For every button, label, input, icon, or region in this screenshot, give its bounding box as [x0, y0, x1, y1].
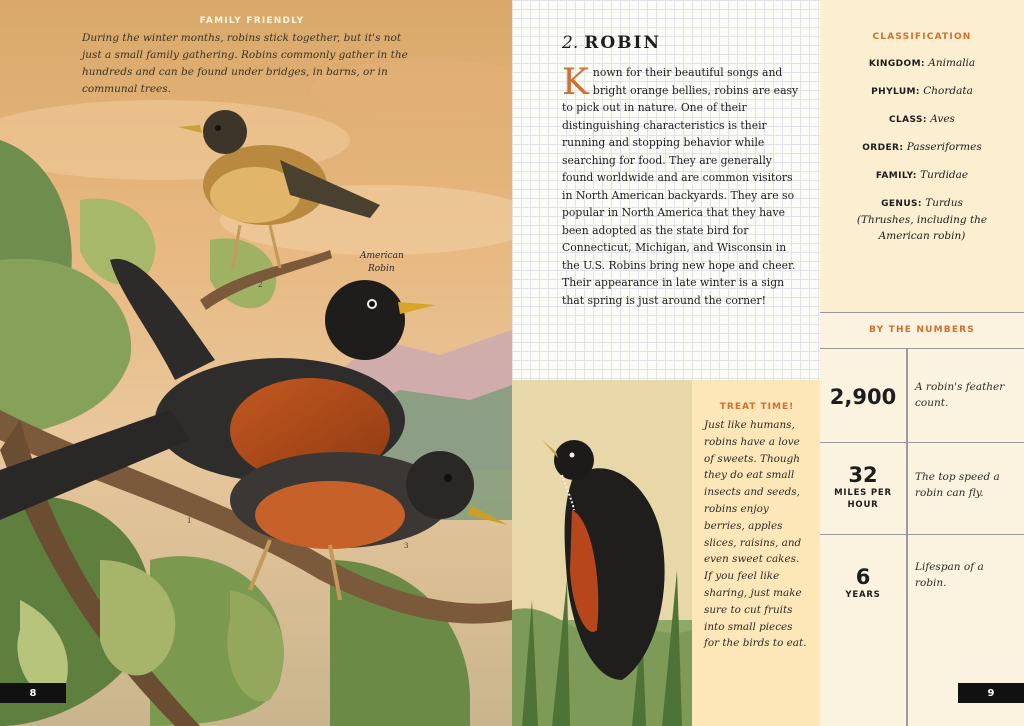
stat-value: 32 [848, 463, 878, 487]
stat-value-block [820, 565, 906, 601]
classification-family [820, 167, 1024, 184]
article-panel [512, 0, 820, 380]
sidebar-title: FAMILY FRIENDLY [199, 16, 305, 26]
by-the-numbers-title: BY THE NUMBERS [869, 325, 975, 335]
page-number-left: 8 [0, 683, 66, 703]
classification-phylum [820, 83, 1024, 100]
article-body-text: nown for their beautiful songs and bright orange bellies, robins are easy to pick out in nature. One of their distinguishing characteristics is their running and stopping behavior while searching for food. They are generally found worldwide and are common visitors in North American backyards. They are so popular in North America that they have been adopted as the state bird for Connecticut, Michigan, and Wisconsin in the U.S. Robins bring new hope and cheer. Their appearance in late winter is a sign that spring is just around the corner! [562, 66, 799, 307]
classification-value: Passeriformes [906, 141, 982, 153]
classification-key: GENUS: [881, 199, 922, 209]
species-name: ROBIN [584, 33, 662, 53]
classification-kingdom [820, 55, 1024, 72]
treat-time-box [692, 380, 820, 726]
illustration-caption-line1: American [360, 251, 404, 261]
stat-row-speed [820, 442, 1024, 534]
classification-value: Animalia [928, 57, 976, 69]
facts-column [820, 0, 1024, 726]
species-number: 2. [562, 33, 579, 53]
classification-value: Turdus [925, 197, 963, 209]
illustration-caption-line2: Robin [368, 264, 395, 274]
plate-mark-3: 3 [404, 542, 409, 550]
classification-key: ORDER: [862, 143, 904, 153]
treat-time-title: TREAT TIME! [719, 402, 795, 412]
species-heading [562, 33, 661, 53]
family-friendly-sidebar [82, 16, 422, 98]
stat-value-block [820, 385, 906, 409]
plate-mark-1: 1 [187, 517, 192, 525]
robin-portrait-image [512, 380, 692, 726]
classification-class [820, 111, 1024, 128]
article-column [512, 0, 820, 726]
classification-title: CLASSIFICATION [872, 32, 972, 42]
stats-divider [906, 348, 908, 726]
classification-key: CLASS: [889, 115, 927, 125]
page-number-right: 9 [958, 683, 1024, 703]
article-body [562, 64, 806, 309]
sidebar-text: During the winter months, robins stick together, but it's not just a small family gathering. Robins commonly gather in the hundreds and can be found under bridges, in barns, or in communal trees. [82, 32, 408, 95]
stat-unit: YEARS [845, 590, 881, 600]
classification-value: Turdidae [920, 169, 969, 181]
classification-genus [820, 195, 1024, 244]
plate-mark-2: 2 [258, 281, 263, 289]
classification-key: KINGDOM: [868, 59, 925, 69]
classification-note: (Thrushes, including the American robin) [856, 214, 988, 242]
classification-value: Chordata [923, 85, 973, 97]
classification-key: PHYLUM: [871, 87, 920, 97]
classification-panel [820, 0, 1024, 312]
stat-description: A robin's feather count. [915, 381, 1005, 409]
classification-order [820, 139, 1024, 156]
robin-portrait-illustration [512, 380, 692, 726]
stat-row-feathers [820, 348, 1024, 442]
classification-value: Aves [930, 113, 955, 125]
stat-description: The top speed a robin can fly. [915, 471, 1000, 499]
stat-value: 2,900 [829, 385, 897, 409]
stat-value-block [820, 463, 906, 511]
stat-value: 6 [855, 565, 871, 589]
classification-key: FAMILY: [875, 171, 917, 181]
drop-cap: K [562, 62, 589, 103]
stat-description: Lifespan of a robin. [915, 561, 984, 589]
stat-unit: MILES PER HOUR [834, 488, 892, 510]
treat-time-text: Just like humans, robins have a love of sweets. Though they do eat small insects and seeds, robins enjoy berries, apples slices, raisins, and even sweet cakes. If you feel like sharing, just make sure to cut fruits into small pieces for the birds to eat. [704, 419, 807, 650]
